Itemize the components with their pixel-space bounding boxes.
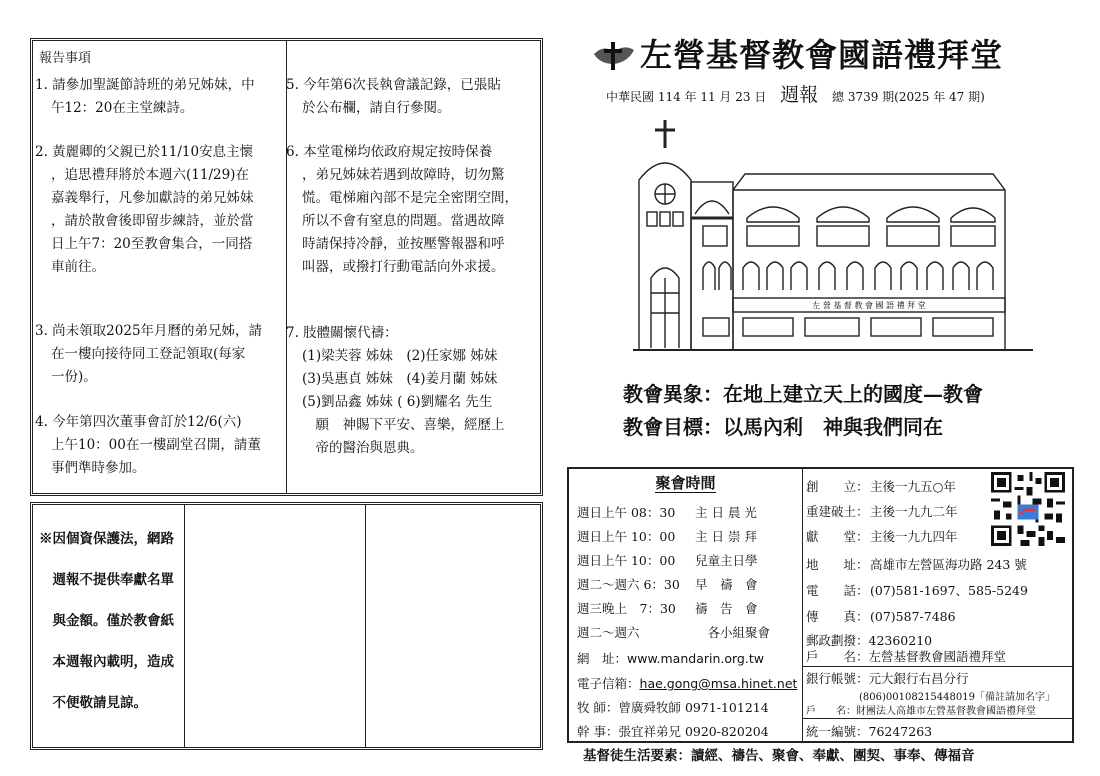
info-postal-name: 戶 名：左營基督教會國語禮拜堂 (806, 649, 1007, 664)
email-row: 電子信箱：hae.gong@msa.hinet.net (577, 676, 798, 691)
date-line (606, 80, 985, 107)
issue-number: 總 3739 期(2025 年 47 期) (832, 90, 985, 104)
info-dedicated: 獻 堂：主後一九九四年 (806, 529, 958, 544)
bulletin-date: 中華民國 114 年 11 月 23 日 (606, 90, 767, 104)
meeting-row: 週日上午 10：00 主 日 崇 拜 (577, 529, 757, 544)
church-building-illustration (633, 118, 1033, 354)
info-address: 地 址：高雄市左營區海功路 243 號 (806, 557, 1027, 572)
church-goal: 教會目標：以馬內利 神與我們同在 (623, 415, 943, 439)
building-sign: 左 營 基 督 教 會 國 語 禮 拜 堂 (812, 301, 926, 310)
column-divider (802, 469, 803, 741)
announcements-box (30, 38, 543, 496)
announcement-item-5: 5. 今年第6次長執會議記錄，已張貼 於公布欄，請自行參閱。 (286, 77, 501, 116)
info-bank-name: 戶 名：財團法人高雄市左營基督教會國語禮拜堂 (806, 706, 1036, 717)
privacy-notice-box (30, 502, 543, 750)
info-bank: 銀行帳號：元大銀行右昌分行 (806, 671, 969, 686)
column-divider (365, 505, 366, 747)
announcement-item-6: 6. 本堂電梯均依政府規定按時保養 ，弟兄姊妹若遇到故障時，切勿驚 慌。電梯廂內部不是完全密閉空間， 所以不會有窒息的問題。當遇故障 時請保持冷靜，並按壓警報器和呼 叫器，或撥打行動電話向外求援。 (286, 144, 518, 275)
meeting-row: 週二～週六 各小組聚會 (577, 625, 771, 640)
info-bank-account: (806)00108215448019「備註請加名字」 (859, 692, 1055, 703)
bulletin-label: 週報 (780, 84, 819, 106)
meeting-row: 週日上午 08：30 主 日 晨 光 (577, 505, 757, 520)
announcement-item-1: 1. 請參加聖誕節詩班的弟兄姊妹，中 午12：20在主堂練詩。 (35, 77, 255, 116)
announcement-item-3: 3. 尚未領取2025年月曆的弟兄姊，請 在一樓向接待同工登記領取(每家 一份)。 (35, 323, 263, 385)
info-fax: 傳 真：(07)587-7486 (806, 609, 956, 624)
announcement-item-7: 7. 肢體關懷代禱： (1)梁芙蓉 姊妹 (2)任家娜 姊妹 (3)吳惠貞 姊妹 (4)姜月蘭 姊妹 (5)劉品鑫 姊妹 ( 6)劉耀名 先生 願 神賜下平安、喜樂，經歷上 帝的醫治與恩典。 (286, 325, 505, 456)
meeting-row: 週日上午 10：00 兒童主日學 (577, 553, 758, 568)
meeting-row: 週三晚上 7：30 禱 告 會 (577, 601, 758, 616)
website-link[interactable]: 網 址：www.mandarin.org.tw (577, 651, 764, 666)
info-phone: 電 話：(07)581-1697、585-5249 (806, 583, 1028, 598)
officer-contact: 幹 事：張宜祥弟兄 0920-820204 (577, 724, 769, 739)
announcement-item-4: 4. 今年第四次董事會訂於12/6(六) 上午10：00在一樓副堂召開，請董 事們準時參加。 (35, 414, 261, 476)
pastor-contact: 牧 師：曾廣舜牧師 0971-101214 (577, 700, 769, 715)
column-divider (184, 505, 185, 747)
christian-life-elements: 基督徒生活要素：讀經、禱告、聚會、奉獻、團契、事奉、傳福音 (583, 748, 975, 764)
announcement-item-2: 2. 黃麗卿的父親已於11/10安息主懷 ，追思禮拜將於本週六(11/29)在 嘉義舉行，凡參加獻詩的弟兄姊妹 ，請於散會後即留步練詩，並於當 日上午7：20至教會集合，一同搭 車前往。 (35, 144, 254, 275)
info-postal: 郵政劃撥：42360210 (806, 633, 933, 648)
church-title: 左營基督教會國語禮拜堂 (640, 36, 1004, 74)
privacy-notice: ※因個資保護法，網路 週報不提供奉獻名單 與金額。僅於教會紙 本週報內載明，造成 不便敬請見諒。 (39, 531, 174, 711)
info-rebuilt: 重建破土：主後一九九二年 (806, 504, 958, 519)
announcements-heading: 報告事項 (39, 51, 92, 66)
qr-code-icon[interactable] (990, 472, 1066, 546)
info-tax-id: 統一編號：76247263 (806, 724, 933, 739)
church-logo-icon (592, 40, 636, 72)
meeting-row: 週二～週六 6：30 早 禱 會 (577, 577, 758, 592)
church-vision: 教會異象：在地上建立天上的國度—教會 (623, 382, 983, 406)
info-founded: 創 立：主後一九五○年 (806, 479, 956, 494)
email-link[interactable]: hae.gong@msa.hinet.net (639, 676, 798, 691)
meeting-times-title: 聚會時間 (655, 474, 716, 492)
